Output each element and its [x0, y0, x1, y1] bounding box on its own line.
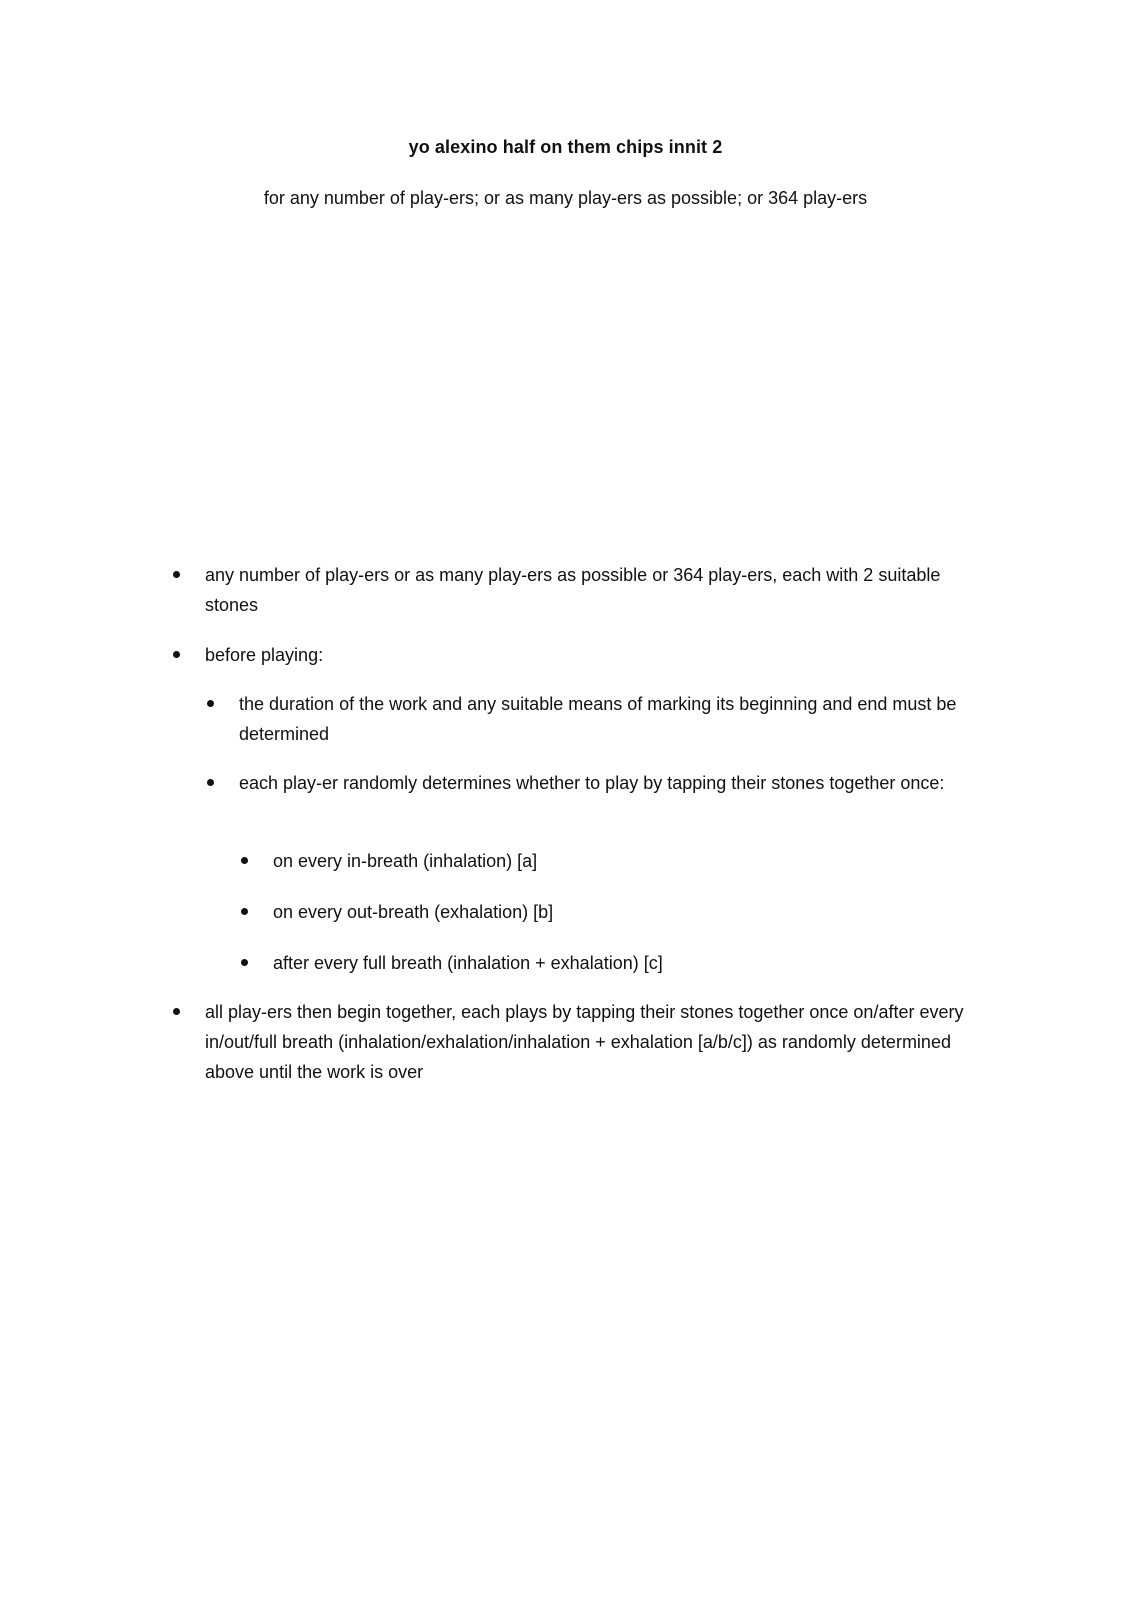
bullet-icon — [173, 571, 180, 578]
bullet-icon — [207, 779, 214, 786]
list-item-text: each play-er randomly determines whether to play by tapping their stones together once: — [239, 773, 945, 793]
list-item-text: any number of play-ers or as many play-ers as possible or 364 play-ers, each with 2 suitable stones — [205, 565, 941, 615]
bullet-icon — [241, 908, 248, 915]
list-item-text: all play-ers then begin together, each plays by tapping their stones together once on/after every in/out/full breath (inhalation/exhalation/inhalation + exhalation [a/b/c]) as randomly determined above until the work is over — [205, 1002, 964, 1082]
list-item-text: the duration of the work and any suitable means of marking its beginning and end must be determined — [239, 694, 957, 744]
document-subtitle: for any number of play-ers; or as many play-ers as possible; or 364 play-ers — [263, 188, 868, 208]
bullet-icon — [173, 1008, 180, 1015]
bullet-icon — [207, 700, 214, 707]
list-item-text: before playing: — [205, 645, 324, 665]
document-title: yo alexino half on them chips innit 2 — [408, 137, 723, 157]
bullet-icon — [241, 959, 248, 966]
list-item-text: on every in-breath (inhalation) [a] — [273, 851, 538, 871]
list-item-text: after every full breath (inhalation + exhalation) [c] — [273, 953, 663, 973]
bullet-icon — [241, 857, 248, 864]
bullet-icon — [173, 651, 180, 658]
list-item-text: on every out-breath (exhalation) [b] — [273, 902, 554, 922]
